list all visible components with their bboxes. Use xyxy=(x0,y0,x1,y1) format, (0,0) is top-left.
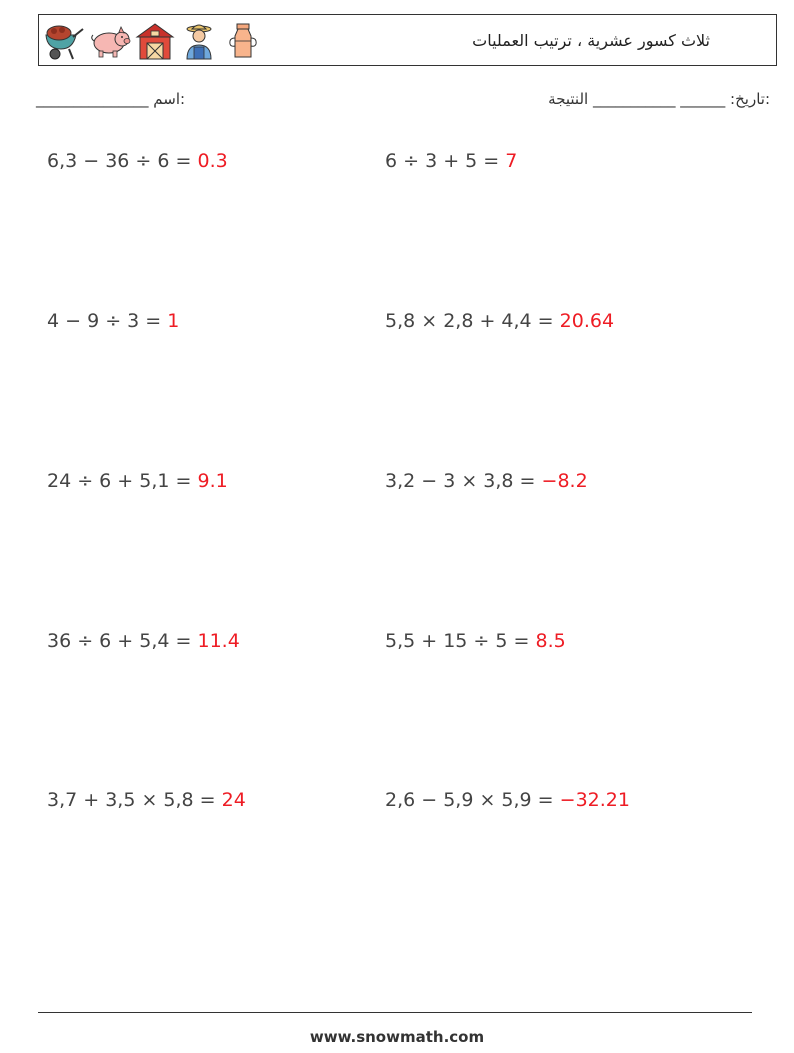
problem-answer: 11.4 xyxy=(197,630,240,652)
name-field xyxy=(36,90,185,108)
date-score-field: :تاريخ: ______ ___________ النتيجة xyxy=(548,90,770,108)
problem-expression: 3,2 − 3 × 3,8 = xyxy=(385,470,542,492)
problem-6 xyxy=(385,470,588,492)
problem-9 xyxy=(47,789,246,811)
footer-url[interactable]: www.snowmath.com xyxy=(309,1028,485,1046)
footer-divider xyxy=(38,1012,752,1013)
problem-expression: 6 ÷ 3 + 5 = xyxy=(385,150,506,172)
problem-answer: 8.5 xyxy=(535,630,566,652)
problem-expression: 36 ÷ 6 + 5,4 = xyxy=(47,630,198,652)
wheelbarrow-icon xyxy=(43,21,85,61)
problem-4 xyxy=(385,310,614,332)
barn-icon xyxy=(135,21,175,61)
problem-answer: 1 xyxy=(167,310,180,332)
problem-8 xyxy=(385,630,566,652)
problem-2 xyxy=(385,150,517,172)
name-blank: _______________ xyxy=(36,90,149,108)
problem-expression: 5,8 × 2,8 + 4,4 = xyxy=(385,310,560,332)
problem-7 xyxy=(47,630,240,652)
problem-1 xyxy=(47,150,228,172)
score-blank: ___________ xyxy=(592,90,676,108)
problem-5 xyxy=(47,470,228,492)
worksheet-header xyxy=(38,14,777,66)
problem-expression: 5,5 + 15 ÷ 5 = xyxy=(385,630,536,652)
problem-expression: 2,6 − 5,9 × 5,9 = xyxy=(385,789,560,811)
problem-answer: 0.3 xyxy=(197,150,228,172)
problem-answer: 24 xyxy=(221,789,246,811)
date-label: :تاريخ xyxy=(735,90,770,108)
problem-10 xyxy=(385,789,630,811)
student-info-row xyxy=(36,90,770,118)
farmer-icon xyxy=(179,21,219,61)
problem-3 xyxy=(47,310,179,332)
header-icons xyxy=(43,19,263,63)
problem-expression: 6,3 − 36 ÷ 6 = xyxy=(47,150,198,172)
date-blank: ______ xyxy=(680,90,726,108)
problem-answer: −8.2 xyxy=(541,470,588,492)
problem-expression: 4 − 9 ÷ 3 = xyxy=(47,310,168,332)
problem-answer: 7 xyxy=(505,150,518,172)
score-label: النتيجة xyxy=(548,90,589,108)
problem-answer: 20.64 xyxy=(559,310,615,332)
worksheet-title: ثلاث كسور عشرية ، ترتيب العمليات xyxy=(472,31,710,50)
name-label: :اسم xyxy=(153,90,186,108)
pig-icon xyxy=(89,21,131,61)
problem-answer: −32.21 xyxy=(559,789,630,811)
milk-can-icon xyxy=(223,21,263,61)
problem-answer: 9.1 xyxy=(197,470,228,492)
problem-expression: 24 ÷ 6 + 5,1 = xyxy=(47,470,198,492)
problem-expression: 3,7 + 3,5 × 5,8 = xyxy=(47,789,222,811)
